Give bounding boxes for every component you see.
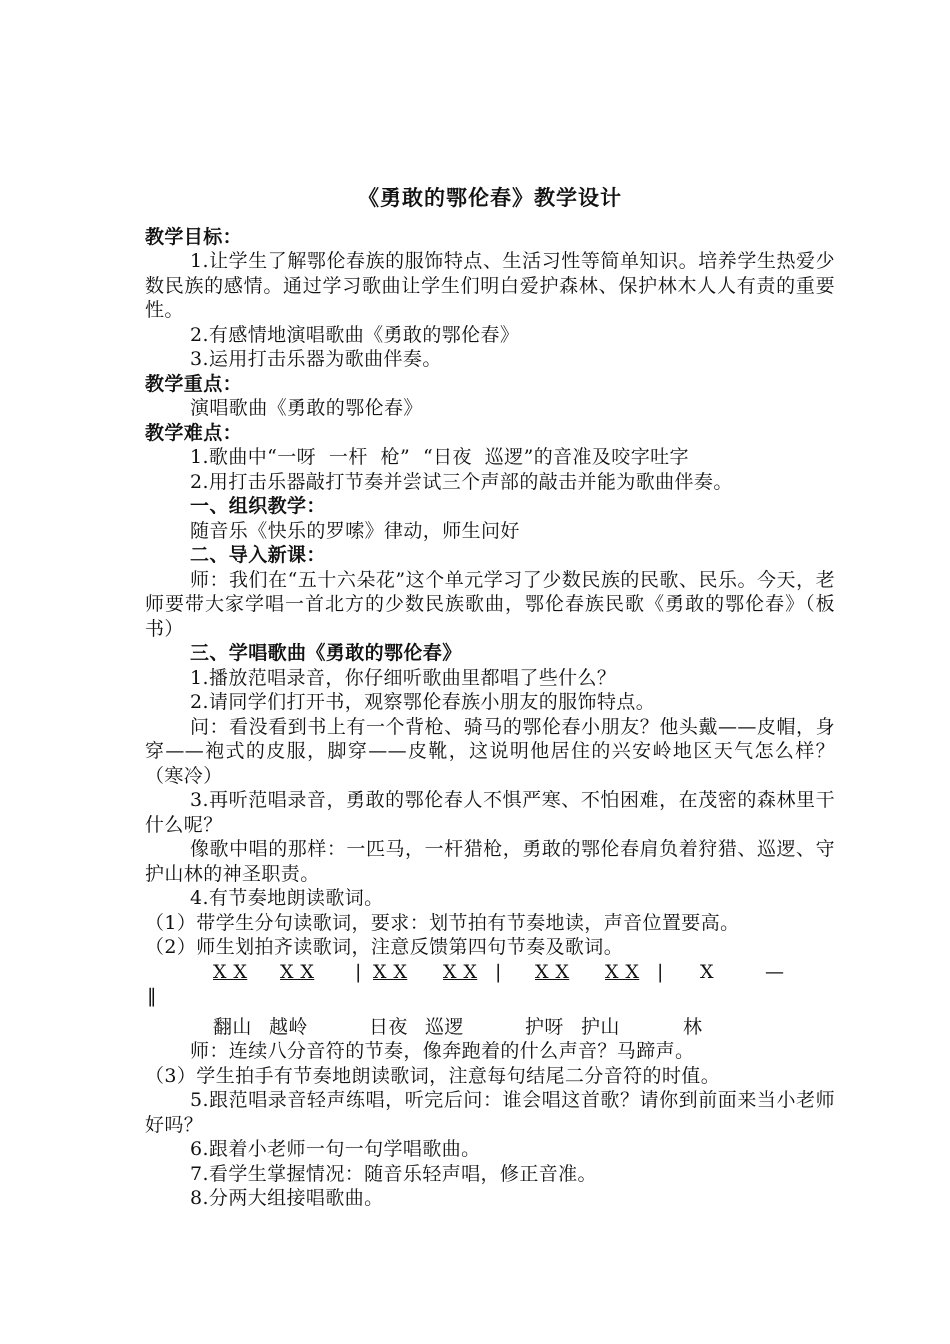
answer-text: 像歌中唱的那样：一匹马，一杆猎枪，勇敢的鄂伦春肩负着狩猎、巡逻、守护山林的神圣职责。	[145, 838, 835, 885]
objectives-heading: 教学目标：	[145, 225, 243, 248]
lyrics-line	[145, 1015, 835, 1040]
rhythm-end-line	[145, 984, 835, 1009]
step-3: 3.再听范唱录音，勇敢的鄂伦春人不惧严寒、不怕困难，在茂密的森林里干什么呢？	[145, 789, 835, 836]
bar-line: |	[657, 960, 664, 983]
document-title: 《勇敢的鄂伦春》教学设计	[358, 185, 622, 210]
lyric-word: 护呀	[525, 1015, 564, 1038]
step-4: 4.有节奏地朗读歌词。	[190, 887, 384, 909]
bar-line: |	[355, 960, 362, 983]
bar-line: |	[495, 960, 502, 983]
rhythm-group: X X	[213, 960, 248, 983]
sub-step-2: （2）师生划拍齐读歌词，注意反馈第四句节奏及歌词。	[145, 936, 624, 958]
lyric-word: 日夜	[369, 1015, 408, 1038]
rhythm-note: X	[700, 960, 714, 983]
rhythm-group: X X	[373, 960, 408, 983]
sub-step-3: （3）学生拍手有节奏地朗读歌词，注意每句结尾二分音符的时值。	[145, 1064, 721, 1087]
difficulty-1: 1.歌曲中“一呀 一杆 枪” “日夜 巡逻”的音准及咬字吐字	[190, 446, 689, 468]
section-2-heading: 二、导入新课：	[190, 544, 326, 566]
section-2-text: 师：我们在“五十六朵花”这个单元学习了少数民族的民歌、民乐。今天，老师要带大家学唱一首北方的少数民族歌曲，鄂伦春族民歌《勇敢的鄂伦春》（板书）	[145, 568, 835, 640]
rhythm-group: X X	[443, 960, 478, 983]
rhythm-dash: —	[765, 960, 785, 983]
step-6: 6.跟着小老师一句一句学唱歌曲。	[190, 1138, 481, 1160]
document-page	[145, 186, 835, 1211]
rhythm-group: X X	[535, 960, 570, 983]
lyric-word: 护山	[581, 1015, 620, 1038]
objective-1: 1.让学生了解鄂伦春族的服饰特点、生活习性等简单知识。培养学生热爱少数民族的感情。通过学习歌曲让学生们明白爱护森林、保护林木人人有责的重要性。	[145, 250, 835, 321]
step-1: 1.播放范唱录音，你仔细听歌曲里都唱了些什么？	[190, 666, 617, 689]
difficulty-2: 2.用打击乐器敲打节奏并尝试三个声部的敲击并能为歌曲伴奏。	[190, 470, 733, 493]
step-7: 7.看学生掌握情况：随音乐轻声唱，修正音准。	[190, 1162, 597, 1185]
objective-2: 2.有感情地演唱歌曲《勇敢的鄂伦春》	[190, 323, 520, 346]
section-1-heading: 一、组织教学：	[190, 495, 326, 517]
sub-step-1: （1）带学生分句读歌词，要求：划节拍有节奏地读，声音位置要高。	[145, 911, 740, 934]
teacher-question: 师：连续八分音符的节奏，像奔跑着的什么声音？马蹄声。	[190, 1040, 695, 1062]
objective-3: 3.运用打击乐器为歌曲伴奏。	[190, 348, 442, 370]
rhythm-notation	[145, 960, 835, 985]
key-point: 演唱歌曲《勇敢的鄂伦春》	[190, 397, 423, 419]
lyric-word: 林	[683, 1015, 703, 1038]
section-1-text: 随音乐《快乐的罗嗦》律动，师生问好	[190, 519, 520, 542]
step-8: 8.分两大组接唱歌曲。	[190, 1187, 384, 1209]
section-3-heading: 三、学唱歌曲《勇敢的鄂伦春》	[190, 642, 462, 664]
lyric-word: 巡逻	[425, 1015, 464, 1038]
rhythm-group: X X	[605, 960, 640, 983]
lyric-word: 翻山	[213, 1015, 252, 1038]
key-heading: 教学重点：	[145, 372, 243, 395]
question-text: 问：看没看到书上有一个背枪、骑马的鄂伦春小朋友？他头戴——皮帽，身穿——袍式的皮服，脚穿——皮靴，这说明他居住的兴安岭地区天气怎么样？（寒冷）	[145, 715, 835, 787]
difficulty-heading: 教学难点：	[145, 421, 243, 444]
step-2: 2.请同学们打开书，观察鄂伦春族小朋友的服饰特点。	[190, 691, 656, 713]
lyric-word: 越岭	[269, 1015, 308, 1038]
rhythm-group: X X	[280, 960, 315, 983]
end-bar: ‖	[147, 985, 157, 1007]
step-5: 5.跟范唱录音轻声练唱，听完后问：谁会唱这首歌？请你到前面来当小老师好吗？	[145, 1089, 835, 1136]
